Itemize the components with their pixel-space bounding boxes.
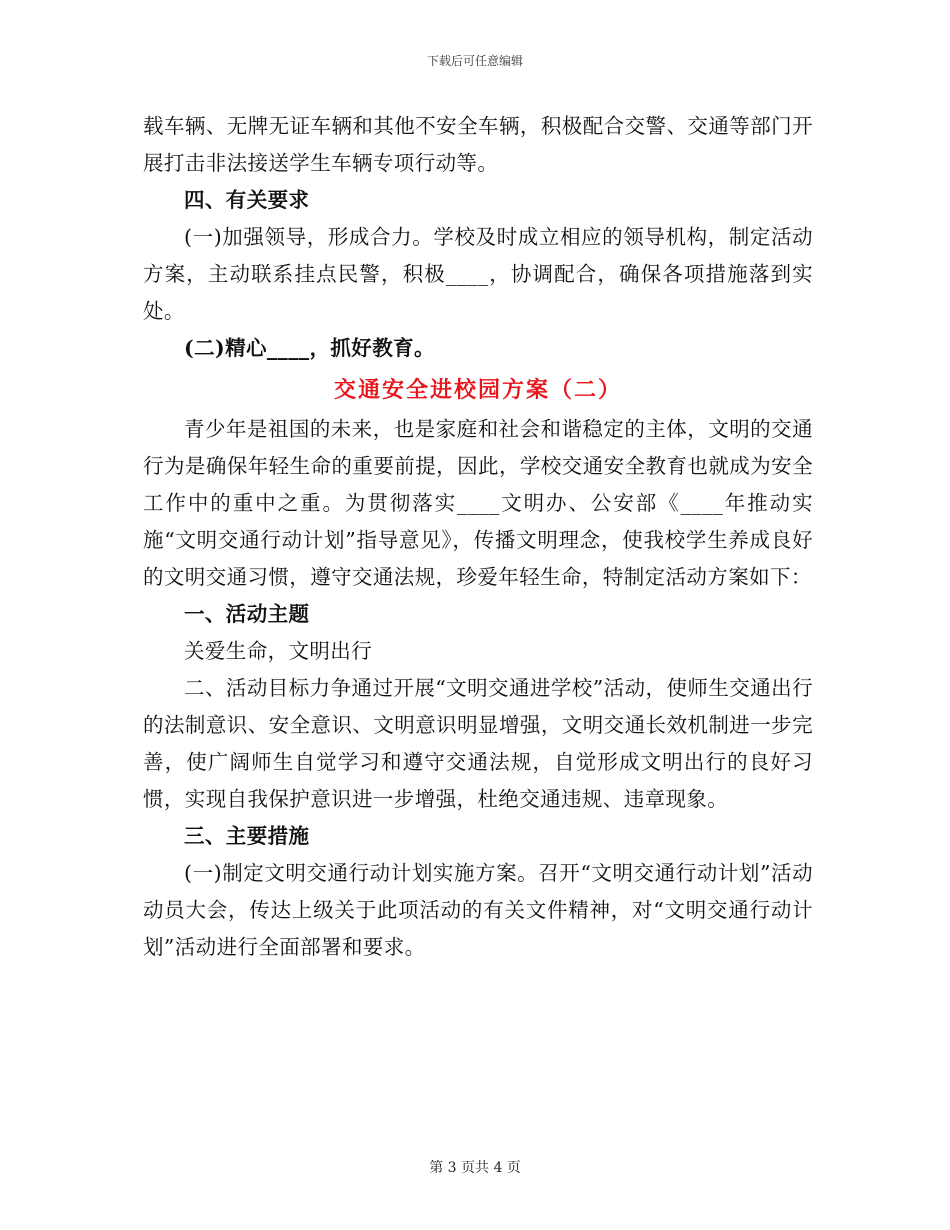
paragraph-intro: 青少年是祖国的未来，也是家庭和社会和谐稳定的主体，文明的交通行为是确保年轻生命的重要前提，因此，学校交通安全教育也就成为安全工作中的重中之重。为贯彻落实____文明办、公安部《____年推动实施“文明交通行动计划”指导意见》，传播文明理念，使我校学生养成良好的文明交通习惯，遵守交通法规，珍爱年轻生命，特制定活动方案如下：: [143, 417, 813, 589]
section-heading-one: 一、活动主题: [184, 602, 310, 626]
paragraph-leadership: (一)加强领导，形成合力。学校及时成立相应的领导机构，制定活动方案，主动联系挂点民警，积极____，协调配合，确保各项措施落到实处。: [143, 225, 813, 323]
paragraph-theme: 关爱生命，文明出行: [184, 639, 373, 663]
page-header: 下载后可任意编辑: [426, 54, 523, 68]
paragraph-goal: 二、活动目标力争通过开展“文明交通进学校”活动，使师生交通出行的法制意识、安全意识、文明意识明显增强，文明交通长效机制进一步完善，使广阔师生自觉学习和遵守交通法规，自觉形成文明出行的良好习惯，实现自我保护意识进一步增强，杜绝交通违规、违章现象。: [143, 676, 813, 811]
paragraph-measures: (一)制定文明交通行动计划实施方案。召开“文明交通行动计划”活动动员大会，传达上级关于此项活动的有关文件精神，对“文明交通行动计划”活动进行全面部署和要求。: [143, 861, 813, 959]
document-body: [143, 108, 813, 966]
paragraph-education: (二)精心____，抓好教育。: [184, 336, 435, 360]
document-title: 交通安全进校园方案（二）: [333, 377, 622, 403]
section-heading-four: 四、有关要求: [184, 188, 310, 212]
section-heading-three: 三、主要措施: [184, 824, 310, 848]
page-footer: 第 3 页共 4 页: [429, 1160, 521, 1176]
paragraph-continuation: 载车辆、无牌无证车辆和其他不安全车辆，积极配合交警、交通等部门开展打击非法接送学生车辆专项行动等。: [143, 114, 813, 175]
